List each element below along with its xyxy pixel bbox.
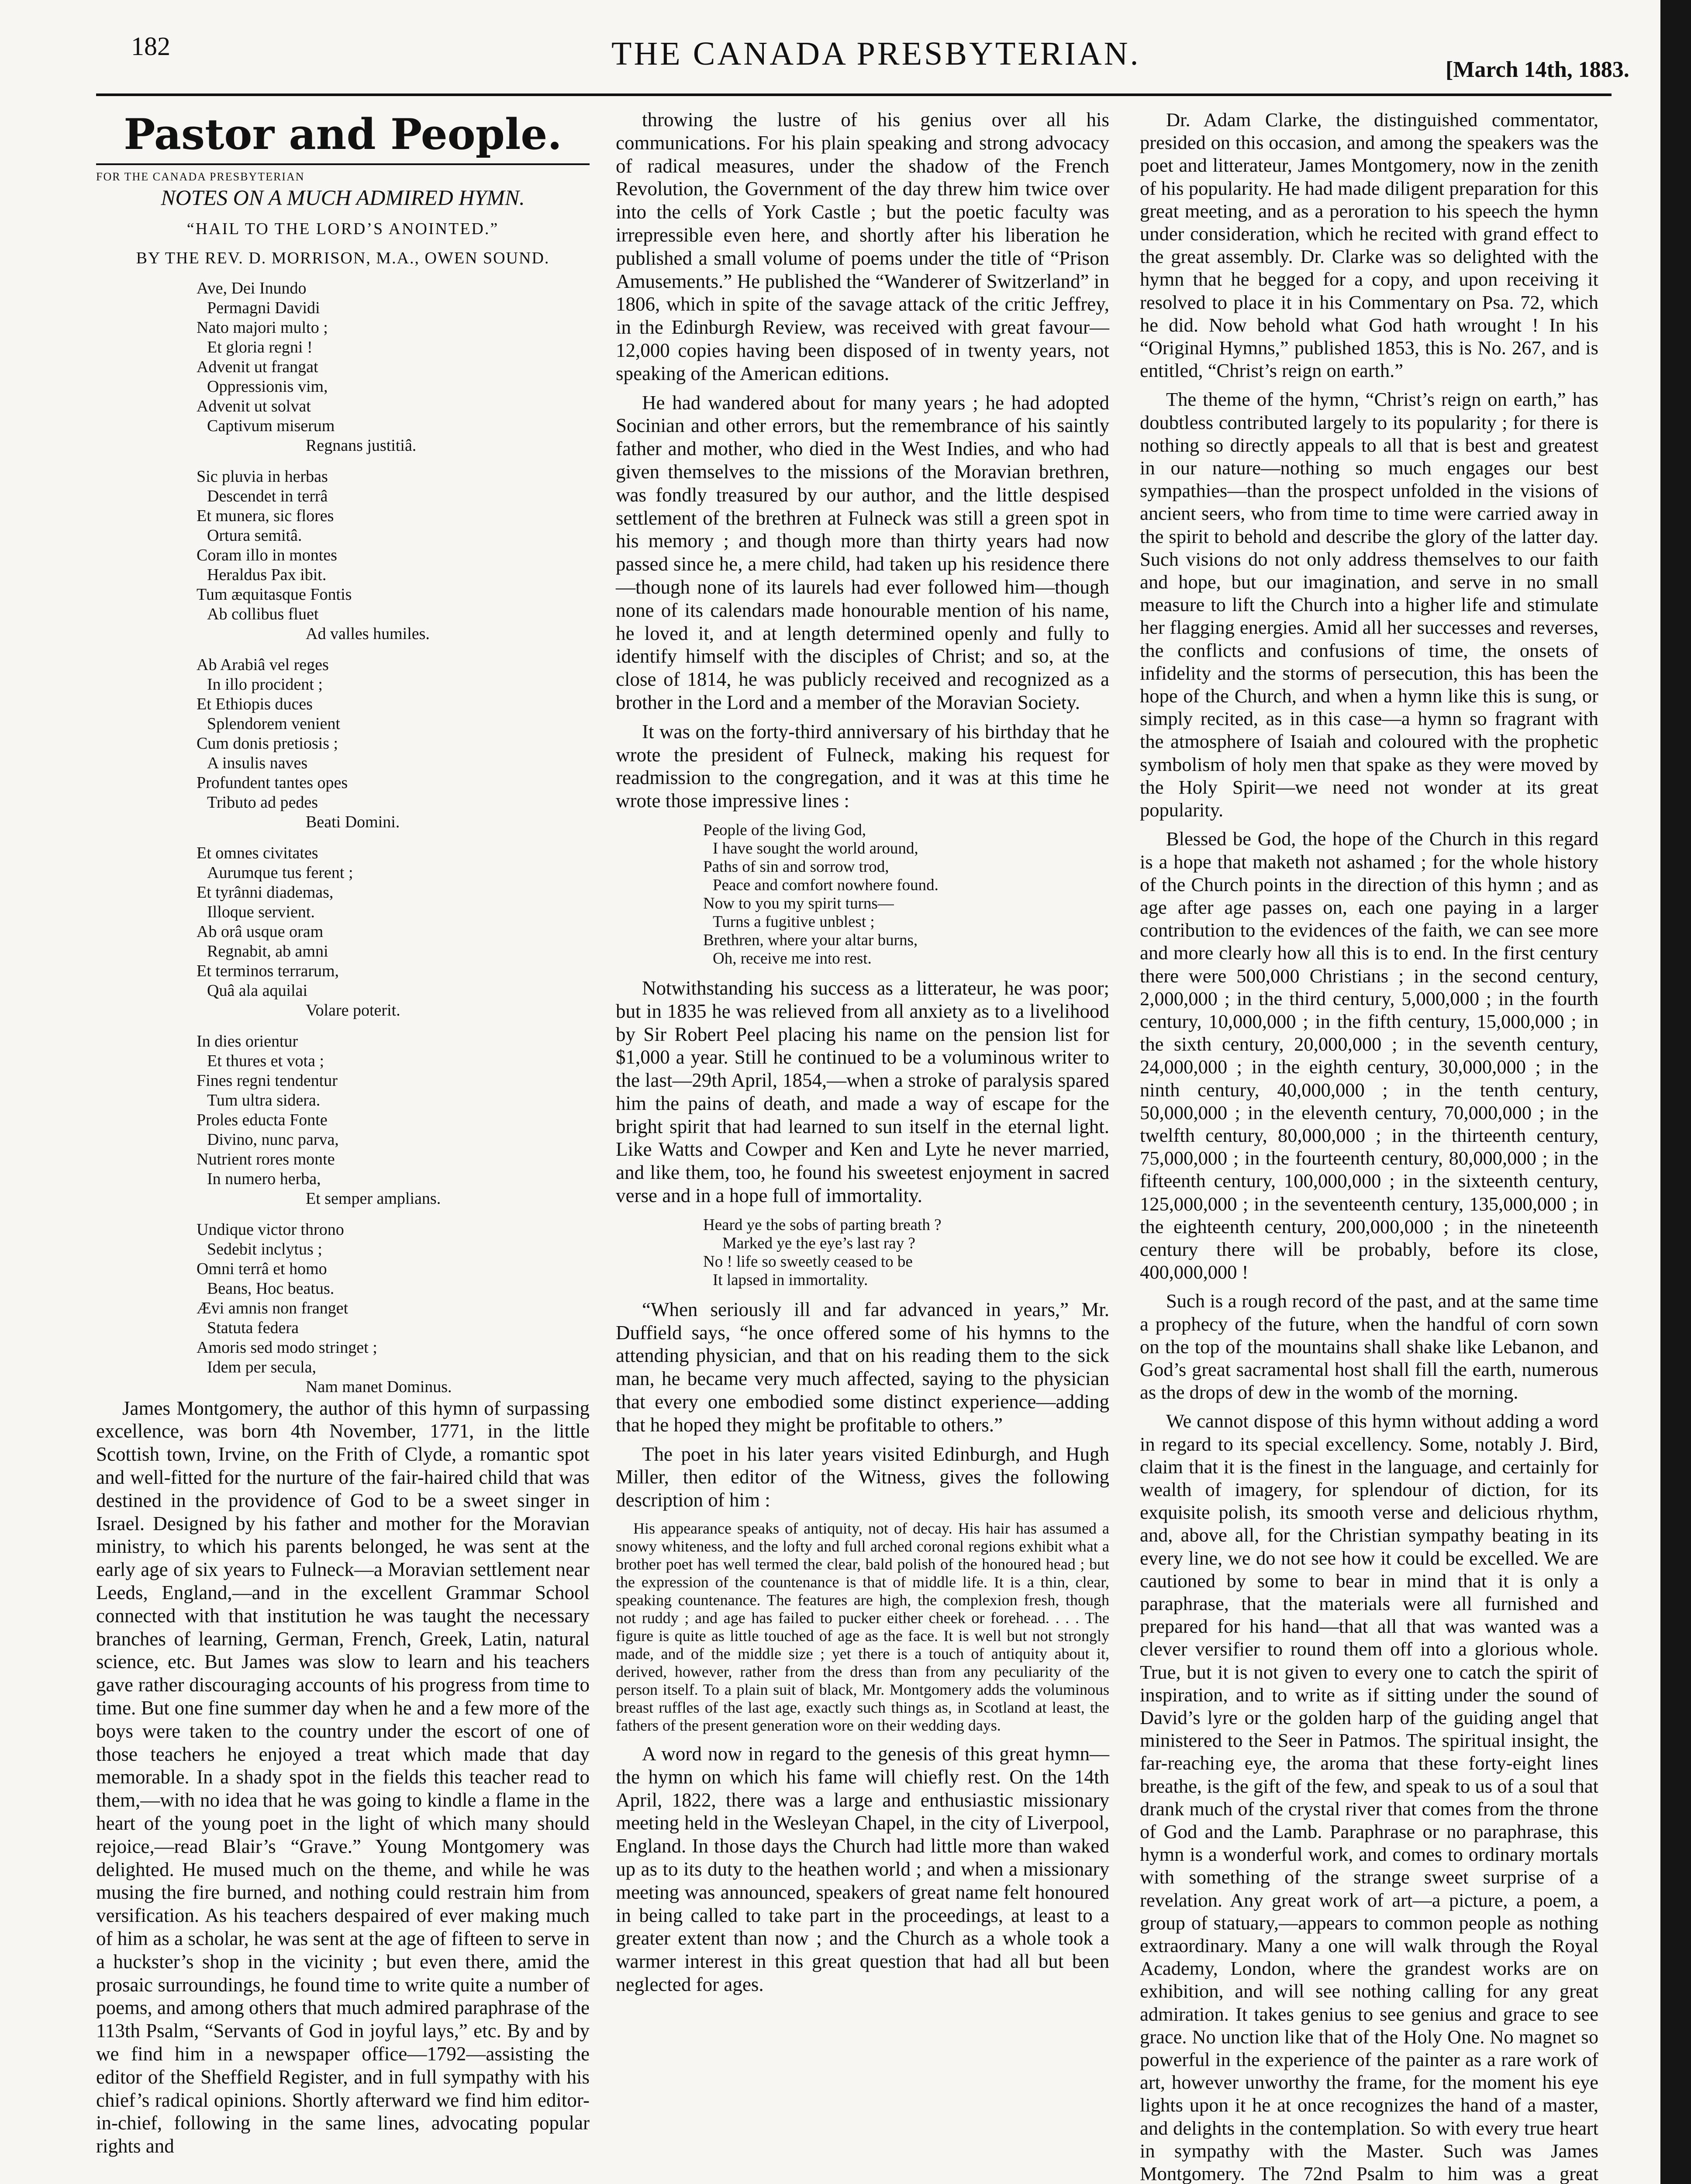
paragraph: Dr. Adam Clarke, the distinguished commentator, presided on this occasion, and among the speakers was the poet and litterateur, James Montgomery, now in the zenith of his popularity. He had made diligent preparation for this great meeting, and as a peroration to his speech the hymn under consideration, which he recited with grand effect to the great assembly. Dr. Clarke was so delighted with the hymn that he begged for a copy, and upon receiving it resolved to place it in his Commentary on Psa. 72, which he did. Now behold what God hath wrought ! In his “Original Hymns,” published 1853, this is No. 267, and is entitled, “Christ’s reign on earth.”: [1140, 109, 1598, 382]
header-rule: [96, 93, 1612, 96]
poem-line: Peace and comfort nowhere found.: [713, 876, 939, 894]
latin-line: Coram illo in montes: [197, 546, 337, 564]
latin-line: Nam manet Dominus.: [306, 1377, 452, 1396]
latin-line: Amoris sed modo stringet ;: [197, 1338, 377, 1357]
poem-line: Brethren, where your altar burns,: [703, 931, 918, 949]
latin-line: Captivum miserum: [207, 416, 335, 435]
latin-line: A insulis naves: [207, 753, 308, 772]
latin-line: Advenit ut frangat: [197, 357, 318, 376]
issue-date: [March 14th, 1883.: [1446, 57, 1629, 82]
page-number: 182: [131, 32, 170, 61]
latin-line: Fines regni tendentur: [197, 1071, 338, 1090]
latin-line: Divino, nunc parva,: [207, 1130, 339, 1149]
latin-line: Ab collibus fluet: [207, 605, 319, 623]
latin-line: Beati Domini.: [306, 812, 400, 831]
poem-line: Marked ye the eye’s last ray ?: [722, 1234, 915, 1252]
column-3-text: [1140, 108, 1598, 2184]
running-title: THE CANADA PRESBYTERIAN.: [611, 35, 1141, 72]
paragraph: throwing the lustre of his genius over all his communications. For his plain speaking and strong advocacy of radical measures, under the shadow of the French Revolution, the Government of the day threw him twice over into the cells of York Castle ; but the poetic faculty was irrepressible even here, and shortly after his liberation he published a small volume of poems under the title of “Prison Amusements.” He published the “Wanderer of Switzerland” in 1806, which in spite of the savage attack of the critic Jeffrey, in the Edinburgh Review, was received with great favour—12,000 copies having been disposed of in twenty years, not speaking of the American editions.: [616, 109, 1109, 384]
latin-line: Sedebit inclytus ;: [207, 1240, 322, 1258]
latin-line: In illo procident ;: [207, 675, 323, 694]
poem-line: Heard ye the sobs of parting breath ?: [703, 1216, 942, 1234]
latin-line: Et tyrânni diademas,: [197, 883, 334, 902]
column-2-text-c: [616, 1298, 1109, 1512]
latin-line: Aurumque tus ferent ;: [207, 863, 353, 882]
latin-line: Heraldus Pax ibit.: [207, 565, 327, 584]
latin-line: In numero herba,: [207, 1169, 321, 1188]
poem-line: Turns a fugitive unblest ;: [713, 912, 875, 931]
latin-line: Proles educta Fonte: [197, 1110, 328, 1129]
latin-line: Sic pluvia in herbas: [197, 467, 328, 486]
latin-line: Volare poterit.: [306, 1001, 400, 1019]
paragraph: It was on the forty-third anniversary of his birthday that he wrote the president of Fulneck, making his request for readmission to the congregation, and it was at this time he wrote those impressive lines :: [616, 720, 1109, 812]
paragraph: A word now in regard to the genesis of this great hymn—the hymn on which his fame will chiefly rest. On the 14th April, 1822, there was a large and enthusiastic missionary meeting held in the Wesleyan Chapel, in the city of Liverpool, England. In those days the Church had little more than waked up as to its duty to the heathen world ; and when a missionary meeting was announced, speakers of great name felt honoured in being called to take part in the proceedings, at least to a greater extent than now ; and the Church as a whole took a warmer interest in this great question that had all but been neglected for ages.: [616, 1743, 1109, 1996]
article-title: NOTES ON A MUCH ADMIRED HYMN.: [161, 185, 525, 210]
poem-line: Oh, receive me into rest.: [713, 949, 872, 968]
latin-line: Nato majori multo ;: [197, 318, 328, 337]
poem-parting-breath: [616, 1216, 1109, 1289]
latin-hymn: [96, 279, 590, 1397]
latin-line: Tum æquitasque Fontis: [197, 585, 352, 604]
poem-line: Now to you my spirit turns—: [703, 894, 894, 912]
latin-line: Quâ ala aquilai: [207, 981, 308, 1000]
latin-line: Undique victor throno: [197, 1220, 344, 1239]
column-1-body: [96, 1397, 590, 2158]
latin-line: Profundent tantes opes: [197, 773, 348, 792]
latin-line: Permagni Davidi: [207, 298, 320, 317]
latin-line: Et munera, sic flores: [197, 506, 334, 525]
latin-line: Cum donis pretiosis ;: [197, 734, 338, 753]
column-2-text-a: [616, 108, 1109, 812]
latin-line: Oppressionis vim,: [207, 377, 328, 396]
scan-edge: [1660, 0, 1691, 2184]
latin-line: Regnabit, ab amni: [207, 942, 328, 961]
byline: FOR THE CANADA PRESBYTERIAN: [96, 170, 305, 183]
latin-line: Ad valles humiles.: [306, 624, 430, 643]
column-1: [96, 108, 590, 2158]
poem-line: It lapsed in immortality.: [713, 1271, 868, 1289]
latin-line: Ave, Dei Inundo: [197, 279, 307, 297]
paragraph: The theme of the hymn, “Christ’s reign on earth,” has doubtless contributed largely to its popularity ; for there is nothing so directly appeals to all that is best and greatest in our nature—nothing so much engages our best sympathies—than the prospect unfolded in the visions of ancient seers, who from time to time were carried away in the spirit to behold and describe the glory of the latter day. Such visions do not only address themselves to our faith and hope, but our imagination, and serve in no small measure to lift the Church into a higher life and stimulate her flagging energies. Amid all her successes and reverses, the conflicts and confusions of time, the onsets of infidelity and the storms of persecution, this has been the hope of the Church, and when a hymn like this is sung, or simply recited, as in this case—a hymn so fragrant with the atmosphere of Isaiah and coloured with the prophetic symbolism of holy men that spake as they were moved by the Holy Spirit—we need not wonder at its great popularity.: [1140, 388, 1598, 821]
hymn-title: “HAIL TO THE LORD’S ANOINTED.”: [186, 220, 499, 238]
latin-line: Descendet in terrâ: [207, 487, 328, 505]
latin-line: Et Ethiopis duces: [197, 695, 313, 713]
latin-line: Et gloria regni !: [207, 338, 313, 356]
column-2-text-b: [616, 977, 1109, 1207]
latin-line: Ab Arabiâ vel reges: [197, 655, 329, 674]
latin-line: Tum ultra sidera.: [207, 1091, 321, 1109]
poem-line: Paths of sin and sorrow trod,: [703, 857, 889, 876]
latin-line: Ortura semitâ.: [207, 526, 302, 545]
latin-line: Omni terrâ et homo: [197, 1259, 327, 1278]
paragraph: Such is a rough record of the past, and at the same time a prophecy of the future, when the handful of corn sown on the top of the mountains shall shake like Lebanon, and God’s great sacramental host shall fill the earth, numerous as the drops of dew in the womb of the morning.: [1140, 1290, 1598, 1403]
latin-line: Et thures et vota ;: [207, 1051, 324, 1070]
latin-line: Illoque servient.: [207, 902, 315, 921]
paragraph: We cannot dispose of this hymn without adding a word in regard to its special excellency. Some, notably J. Bird, claim that it is the finest in the language, and certainly for wealth of imagery, for splendour of diction, for its exquisite polish, its smooth verse and delicious rhythm, and, above all, for the Christian sympathy beating in its every line, we do not see how it could be excelled. We are cautioned by some to bear in mind that it is only a paraphrase, that the materials were all furnished and prepared for his hand—that all that was wanted was a clever versifier to round them off into a glorious whole. True, but it is not given to every one to catch the spirit of inspiration, and to write as if sitting under the sound of David’s lyre or the golden harp of the guiding angel that ministered to the Seer in Patmos. The spiritual insight, the far-reaching eye, the aroma that these forty-eight lines breathe, is the gift of the few, and speak to us of a soul that drank much of the crystal river that comes from the throne of God and the Lamb. Paraphrase or no paraphrase, this hymn is a wonderful work, and comes to ordinary mortals with something of the strange sweet surprise of a revelation. Any great work of art—a picture, a poem, a group of statuary,—appears to common people as nothing extraordinary. Many a one will walk through the Royal Academy, London, where the grandest works are on exhibition, and will see nothing calling for any great admiration. It takes genius to see genius and grace to see grace. No unction like that of the Holy One. No magnet so powerful in the experience of the painter as a rare work of art, however unworthy the frame, for the moment his eye lights upon it he at once recognizes the hand of a master, and delights in the contemplation. So with every true heart in sympathy with the Master. Such was James Montgomery. The 72nd Psalm to him was a great: [1140, 1410, 1598, 2184]
miller-quote: [616, 1520, 1109, 1735]
latin-line: Tributo ad pedes: [207, 793, 318, 812]
paragraph: Blessed be God, the hope of the Church in this regard is a hope that maketh not ashamed ; for the whole history of the Church points in the direction of this hymn ; and as age after age passes on, each one paying in a larger contribution to the evidences of the faith, we can see more and more clearly how all this is to end. In the first century there were 500,000 Christians ; in the second century, 2,000,000 ; in the third century, 5,000,000 ; in the fourth century, 10,000,000 ; in the fifth century, 15,000,000 ; in the sixth century, 20,000,000 ; in the seventh century, 24,000,000 ; in the eighth century, 30,000,000 ; in the ninth century, 40,000,000 ; in the tenth century, 50,000,000 ; in the eleventh century, 70,000,000 ; in the twelfth century, 80,000,000 ; in the thirteenth century, 75,000,000 ; in the fourteenth century, 80,000,000 ; in the fifteenth century, 100,000,000 ; in the sixteenth century, 125,000,000 ; in the seventeenth century, 135,000,000 ; in the eighteenth century, 200,000,000 ; in the nineteenth century there will be probably, before its close, 400,000,000 !: [1140, 828, 1598, 1283]
column-2: [616, 108, 1109, 1996]
quote-text: His appearance speaks of antiquity, not of decay. His hair has assumed a snowy whiteness, and the lofty and full arched coronal regions exhibit what a brother poet has well termed the clear, bald polish of the honoured head ; but the expression of the countenance is that of middle life. It is a thin, clear, speaking countenance. The features are high, the complexion fresh, though not ruddy ; and age has failed to pucker either cheek or forehead. . . . The figure is quite as little touched of age as the face. It is well but not strongly made, and of the middle size ; yet there is a touch of antiquity about it, derived, however, rather from the dress than from any peculiarity of the person itself. To a plain suit of black, Mr. Montgomery adds the voluminous breast ruffles of the last age, exactly such things as, in Scotland at least, the fathers of the present generation wore on their wedding days.: [616, 1520, 1109, 1735]
poem-line: I have sought the world around,: [713, 839, 918, 857]
latin-line: Statuta federa: [207, 1318, 299, 1337]
latin-line: Idem per secula,: [207, 1358, 317, 1376]
poem-people-of-the-living-god: [616, 821, 1109, 968]
latin-line: Et semper amplians.: [306, 1189, 441, 1208]
latin-line: Ab orâ usque oram: [197, 922, 324, 941]
section-title: Pastor and People.: [96, 108, 590, 165]
latin-line: Nutrient rores monte: [197, 1150, 335, 1168]
latin-line: Et omnes civitates: [197, 843, 318, 862]
paragraph: James Montgomery, the author of this hymn of surpassing excellence, was born 4th November, 1771, in the little Scottish town, Irvine, on the Frith of Clyde, a romantic spot and well-fitted for the nurture of the fair-haired child that was destined in the providence of God to be a sweet singer in Israel. Designed by his father and mother for the Moravian ministry, to which his parents belonged, he was sent at the early age of six years to Fulneck—a Moravian settlement near Leeds, England,—and in the excellent Grammar School connected with that institution he was taught the necessary branches of learning, German, French, Greek, Latin, natural science, etc. But James was slow to learn and his teachers gave rather discouraging accounts of his progress from time to time. But one fine summer day when he and a few more of the boys were taken to the country under the escort of one of those teachers he enjoyed a treat which made that day memorable. In a shady spot in the fields this teacher read to them,—with no idea that he was going to kindle a flame in the heart of the young poet in the light of which many should rejoice,—read Blair’s “Grave.” Young Montgomery was delighted. He mused much on the theme, and while he was musing the fire burned, and nothing could restrain him from versification. As his teachers despaired of ever making much of him as a scholar, he was sent at the age of fifteen to serve in a huckster’s shop in the vicinity ; but even there, amid the prosaic surroundings, he found time to write quite a number of poems, and among others that much admired paraphrase of the 113th Psalm, “Servants of God in joyful lays,” etc. By and by we find him in a newspaper office—1792—assisting the editor of the Sheffield Register, and in full sympathy with his chief’s radical opinions. Shortly afterward we find him editor-in-chief, following in the same lines, advocating popular rights and: [96, 1397, 590, 2157]
paragraph: The poet in his later years visited Edinburgh, and Hugh Miller, then editor of the Witness, gives the following description of him :: [616, 1443, 1109, 1511]
paragraph: “When seriously ill and far advanced in years,” Mr. Duffield says, “he once offered some of his hymns to the attending physician, and that on his reading them to the sick man, he became very much affected, saying to the physician that every one embodied some distinct experience—adding that he hoped they might be profitable to others.”: [616, 1298, 1109, 1436]
latin-line: In dies orientur: [197, 1032, 298, 1051]
latin-line: Et terminos terrarum,: [197, 961, 339, 980]
latin-line: Beans, Hoc beatus.: [207, 1279, 335, 1298]
poem-line: People of the living God,: [703, 821, 866, 839]
paragraph: He had wandered about for many years ; he had adopted Socinian and other errors, but the remembrance of his saintly father and mother, who died in the West Indies, and who had given themselves to the missions of the Moravian brethren, was fondly treasured by our author, and the little despised settlement of the brethren at Fulneck was still a green spot in his memory ; and though more than thirty years had now passed since he, a mere child, had taken up his residence there—though none of its laurels had ever followed him—though none of its calendars made honourable mention of his name, he loved it, and at length determined openly and fully to identify himself with the disciples of Christ; and so, at the close of 1814, he was publicly received and recognized as a brother in the Lord and a member of the Moravian Society.: [616, 391, 1109, 713]
column-3: [1140, 108, 1598, 2184]
poem-line: No ! life so sweetly ceased to be: [703, 1252, 913, 1271]
latin-line: Splendorem venient: [207, 714, 340, 733]
latin-line: Advenit ut solvat: [197, 397, 311, 415]
latin-line: Ævi amnis non franget: [197, 1299, 349, 1317]
paragraph: Notwithstanding his success as a litterateur, he was poor; but in 1835 he was relieved from all anxiety as to a livelihood by Sir Robert Peel placing his name on the pension list for $1,000 a year. Still he continued to be a voluminous writer to the last—29th April, 1854,—when a stroke of paralysis spared him the pains of death, and made a way of escape for the bright spirit that had learned to sun itself in the eternal light. Like Watts and Cowper and Ken and Lyte he never married, and like them, too, he found his sweetest enjoyment in sacred verse and in a hope full of immortality.: [616, 977, 1109, 1207]
latin-line: Regnans justitiâ.: [306, 436, 417, 455]
article-author: BY THE REV. D. MORRISON, M.A., OWEN SOUND.: [136, 249, 550, 267]
column-2-text-d: [616, 1742, 1109, 1996]
